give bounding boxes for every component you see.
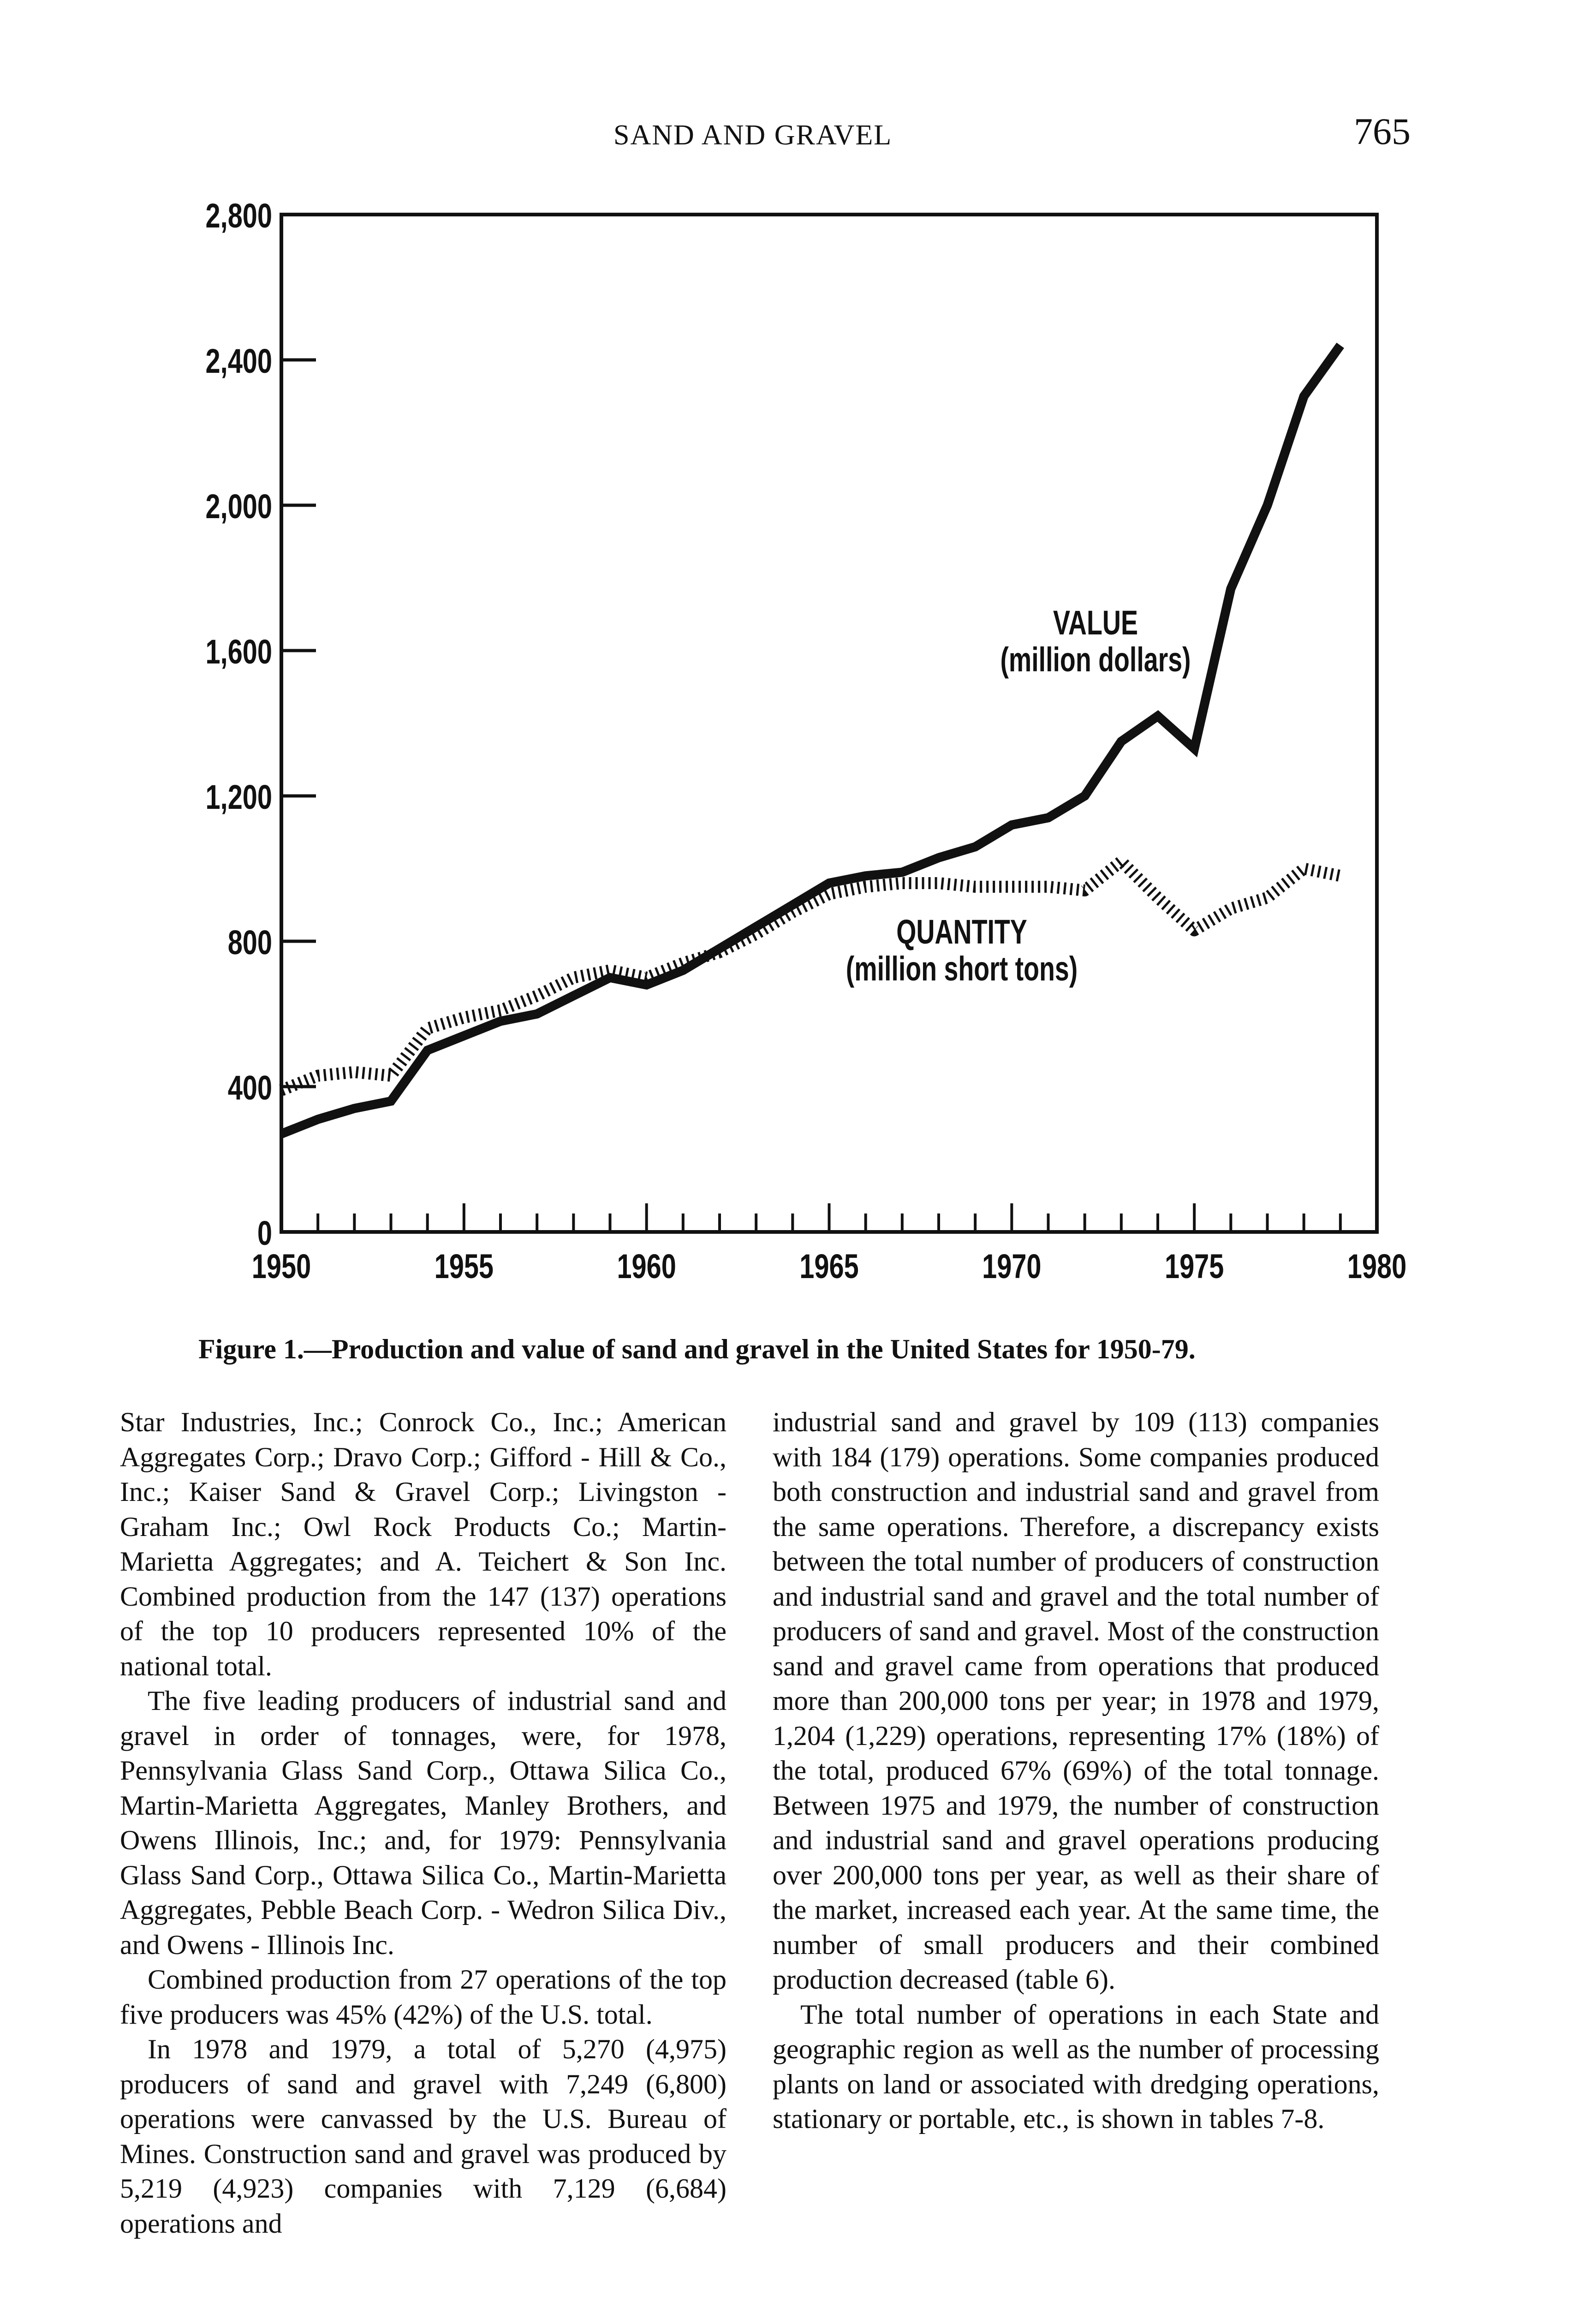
x-tick-label: 1965 [799, 1248, 859, 1286]
x-tick-label: 1955 [434, 1248, 494, 1286]
paragraph: Star Industries, Inc.; Conrock Co., Inc.; American Aggregates Corp.; Dravo Corp.; Gifford - Hill & Co., Inc.; Kaiser Sand & Gravel Corp.; Livingston - Graham Inc.; Owl Rock Products Co.; Martin-Marietta Aggregates; and A. Teichert & Son Inc. Combined production from the 147 (137) operations of the top 10 producers represented 10% of the national total. [120, 1407, 727, 1681]
y-tick-label: 400 [227, 1069, 272, 1107]
x-tick-label: 1980 [1347, 1248, 1407, 1286]
plot-frame [281, 215, 1377, 1232]
right-text-column [773, 1405, 1379, 2137]
value-series-line [281, 346, 1340, 1134]
x-tick-label: 1970 [982, 1248, 1042, 1286]
figure-caption: Figure 1.—Production and value of sand and gravel in the United States for 1950-79. [198, 1334, 1196, 1364]
y-tick-label: 0 [257, 1214, 272, 1253]
value-series-unit: (million dollars) [1000, 640, 1191, 679]
y-tick-label: 2,000 [205, 488, 272, 526]
quantity-series-unit: (million short tons) [846, 950, 1078, 988]
y-tick-label: 800 [227, 924, 272, 962]
y-axis [206, 197, 316, 1253]
paragraph: The five leading producers of industrial sand and gravel in order of tonnages, were, for 1978, Pennsylvania Glass Sand Corp., Ottawa Silica Co., Martin-Marietta Aggregates, Manley Brothers, and Owens Illinois, Inc.; and, for 1979: Pennsylvania Glass Sand Corp., Ottawa Silica Co., Martin-Marietta Aggregates, Pebble Beach Corp. - Wedron Silica Div., and Owens - Illinois Inc. [120, 1685, 727, 1960]
x-tick-label: 1960 [617, 1248, 676, 1286]
y-tick-label: 1,200 [205, 778, 272, 817]
y-tick-label: 1,600 [205, 633, 272, 671]
paragraph: The total number of operations in each State and geographic region as well as the number of processing plants on land or associated with dredging operations, stationary or portable, etc., is shown in tables 7-8. [773, 1999, 1379, 2134]
paragraph: Combined production from 27 operations of the top five producers was 45% (42%) of the U.S. total. [120, 1964, 727, 2030]
paragraph: In 1978 and 1979, a total of 5,270 (4,975) producers of sand and gravel with 7,249 (6,800) operations were canvassed by the U.S. Bureau of Mines. Construction sand and gravel was produced by 5,219 (4,923) companies with 7,129 (6,684) operations and [120, 2034, 727, 2239]
x-tick-label: 1975 [1164, 1248, 1224, 1286]
left-text-column [120, 1405, 727, 2241]
quantity-series-label: QUANTITY [896, 913, 1027, 951]
running-title: SAND AND GRAVEL [613, 120, 893, 151]
paragraph: industrial sand and gravel by 109 (113) companies with 184 (179) operations. Some companies produced both construction and industrial sand and gravel from the same operations. Therefore, a discrepancy exists between the total number of producers of construction and industrial sand and gravel and the total number of producers of sand and gravel. Most of the construction sand and gravel came from operations that produced more than 200,000 tons per year; in 1978 and 1979, 1,204 (1,229) operations, representing 17% (18%) of the total, produced 67% (69%) of the total tonnage. Between 1975 and 1979, the number of construction and industrial sand and gravel operations producing over 200,000 tons per year, as well as their share of the market, increased each year. At the same time, the number of small producers and their combined production decreased (table 6). [773, 1407, 1379, 1995]
x-tick-label: 1950 [251, 1248, 311, 1286]
page-number: 765 [1354, 110, 1411, 152]
x-axis [252, 1203, 1406, 1286]
y-tick-label: 2,400 [205, 342, 272, 381]
value-series-label: VALUE [1053, 604, 1138, 642]
series-layer [280, 345, 1341, 1135]
y-tick-label: 2,800 [205, 197, 272, 235]
